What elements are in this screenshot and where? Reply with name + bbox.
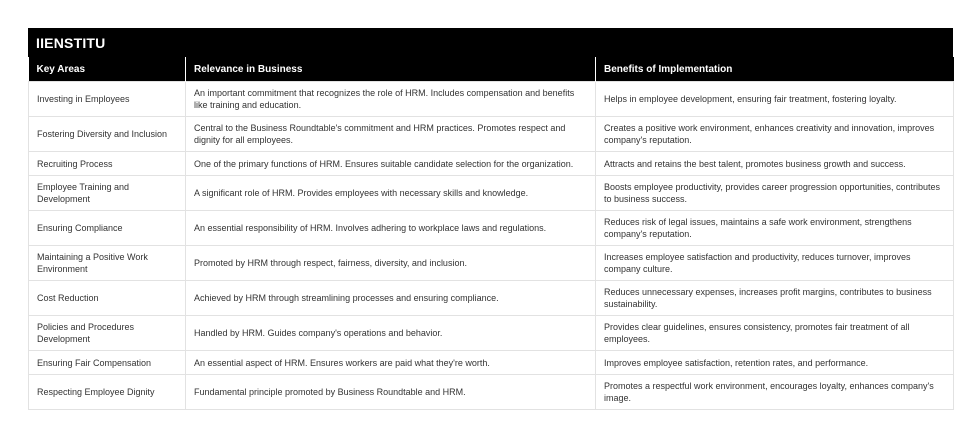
cell-key-area: Recruiting Process (29, 152, 186, 176)
cell-relevance: An essential aspect of HRM. Ensures workers are paid what they're worth. (186, 351, 596, 375)
cell-benefits: Improves employee satisfaction, retention rates, and performance. (596, 351, 954, 375)
cell-key-area: Fostering Diversity and Inclusion (29, 117, 186, 152)
cell-key-area: Maintaining a Positive Work Environment (29, 246, 186, 281)
cell-key-area: Investing in Employees (29, 82, 186, 117)
cell-relevance: Fundamental principle promoted by Business Roundtable and HRM. (186, 375, 596, 410)
cell-benefits: Promotes a respectful work environment, encourages loyalty, enhances company's image. (596, 375, 954, 410)
cell-benefits: Creates a positive work environment, enhances creativity and innovation, improves company's reputation. (596, 117, 954, 152)
table-row (29, 375, 954, 410)
cell-key-area: Employee Training and Development (29, 176, 186, 211)
table-row (29, 82, 954, 117)
cell-benefits: Attracts and retains the best talent, promotes business growth and success. (596, 152, 954, 176)
header-benefits: Benefits of Implementation (596, 57, 954, 82)
cell-benefits: Increases employee satisfaction and productivity, reduces turnover, improves company culture. (596, 246, 954, 281)
cell-key-area: Respecting Employee Dignity (29, 375, 186, 410)
table-row (29, 246, 954, 281)
header-row (29, 57, 954, 82)
table-row (29, 316, 954, 351)
cell-key-area: Policies and Procedures Development (29, 316, 186, 351)
table-row (29, 281, 954, 316)
cell-benefits: Reduces risk of legal issues, maintains a safe work environment, strengthens company's reputation. (596, 211, 954, 246)
cell-relevance: An important commitment that recognizes the role of HRM. Includes compensation and benefits like training and education. (186, 82, 596, 117)
cell-relevance: Handled by HRM. Guides company's operations and behavior. (186, 316, 596, 351)
table-row (29, 211, 954, 246)
cell-relevance: One of the primary functions of HRM. Ensures suitable candidate selection for the organization. (186, 152, 596, 176)
cell-relevance: Promoted by HRM through respect, fairness, diversity, and inclusion. (186, 246, 596, 281)
cell-key-area: Cost Reduction (29, 281, 186, 316)
cell-key-area: Ensuring Compliance (29, 211, 186, 246)
cell-key-area: Ensuring Fair Compensation (29, 351, 186, 375)
cell-relevance: Central to the Business Roundtable's commitment and HRM practices. Promotes respect and dignity for all employees. (186, 117, 596, 152)
table-row (29, 152, 954, 176)
cell-relevance: A significant role of HRM. Provides employees with necessary skills and knowledge. (186, 176, 596, 211)
cell-benefits: Provides clear guidelines, ensures consistency, promotes fair treatment of all employees. (596, 316, 954, 351)
header-key-areas: Key Areas (29, 57, 186, 82)
key-areas-table (28, 57, 954, 410)
cell-benefits: Reduces unnecessary expenses, increases profit margins, contributes to business sustainability. (596, 281, 954, 316)
table-row (29, 117, 954, 152)
cell-benefits: Boosts employee productivity, provides career progression opportunities, contributes to business success. (596, 176, 954, 211)
brand-title: IIENSTITU (28, 28, 953, 57)
cell-benefits: Helps in employee development, ensuring fair treatment, fostering loyalty. (596, 82, 954, 117)
header-relevance: Relevance in Business (186, 57, 596, 82)
cell-relevance: Achieved by HRM through streamlining processes and ensuring compliance. (186, 281, 596, 316)
table-row (29, 351, 954, 375)
table-container (28, 28, 953, 410)
table-row (29, 176, 954, 211)
cell-relevance: An essential responsibility of HRM. Involves adhering to workplace laws and regulations. (186, 211, 596, 246)
